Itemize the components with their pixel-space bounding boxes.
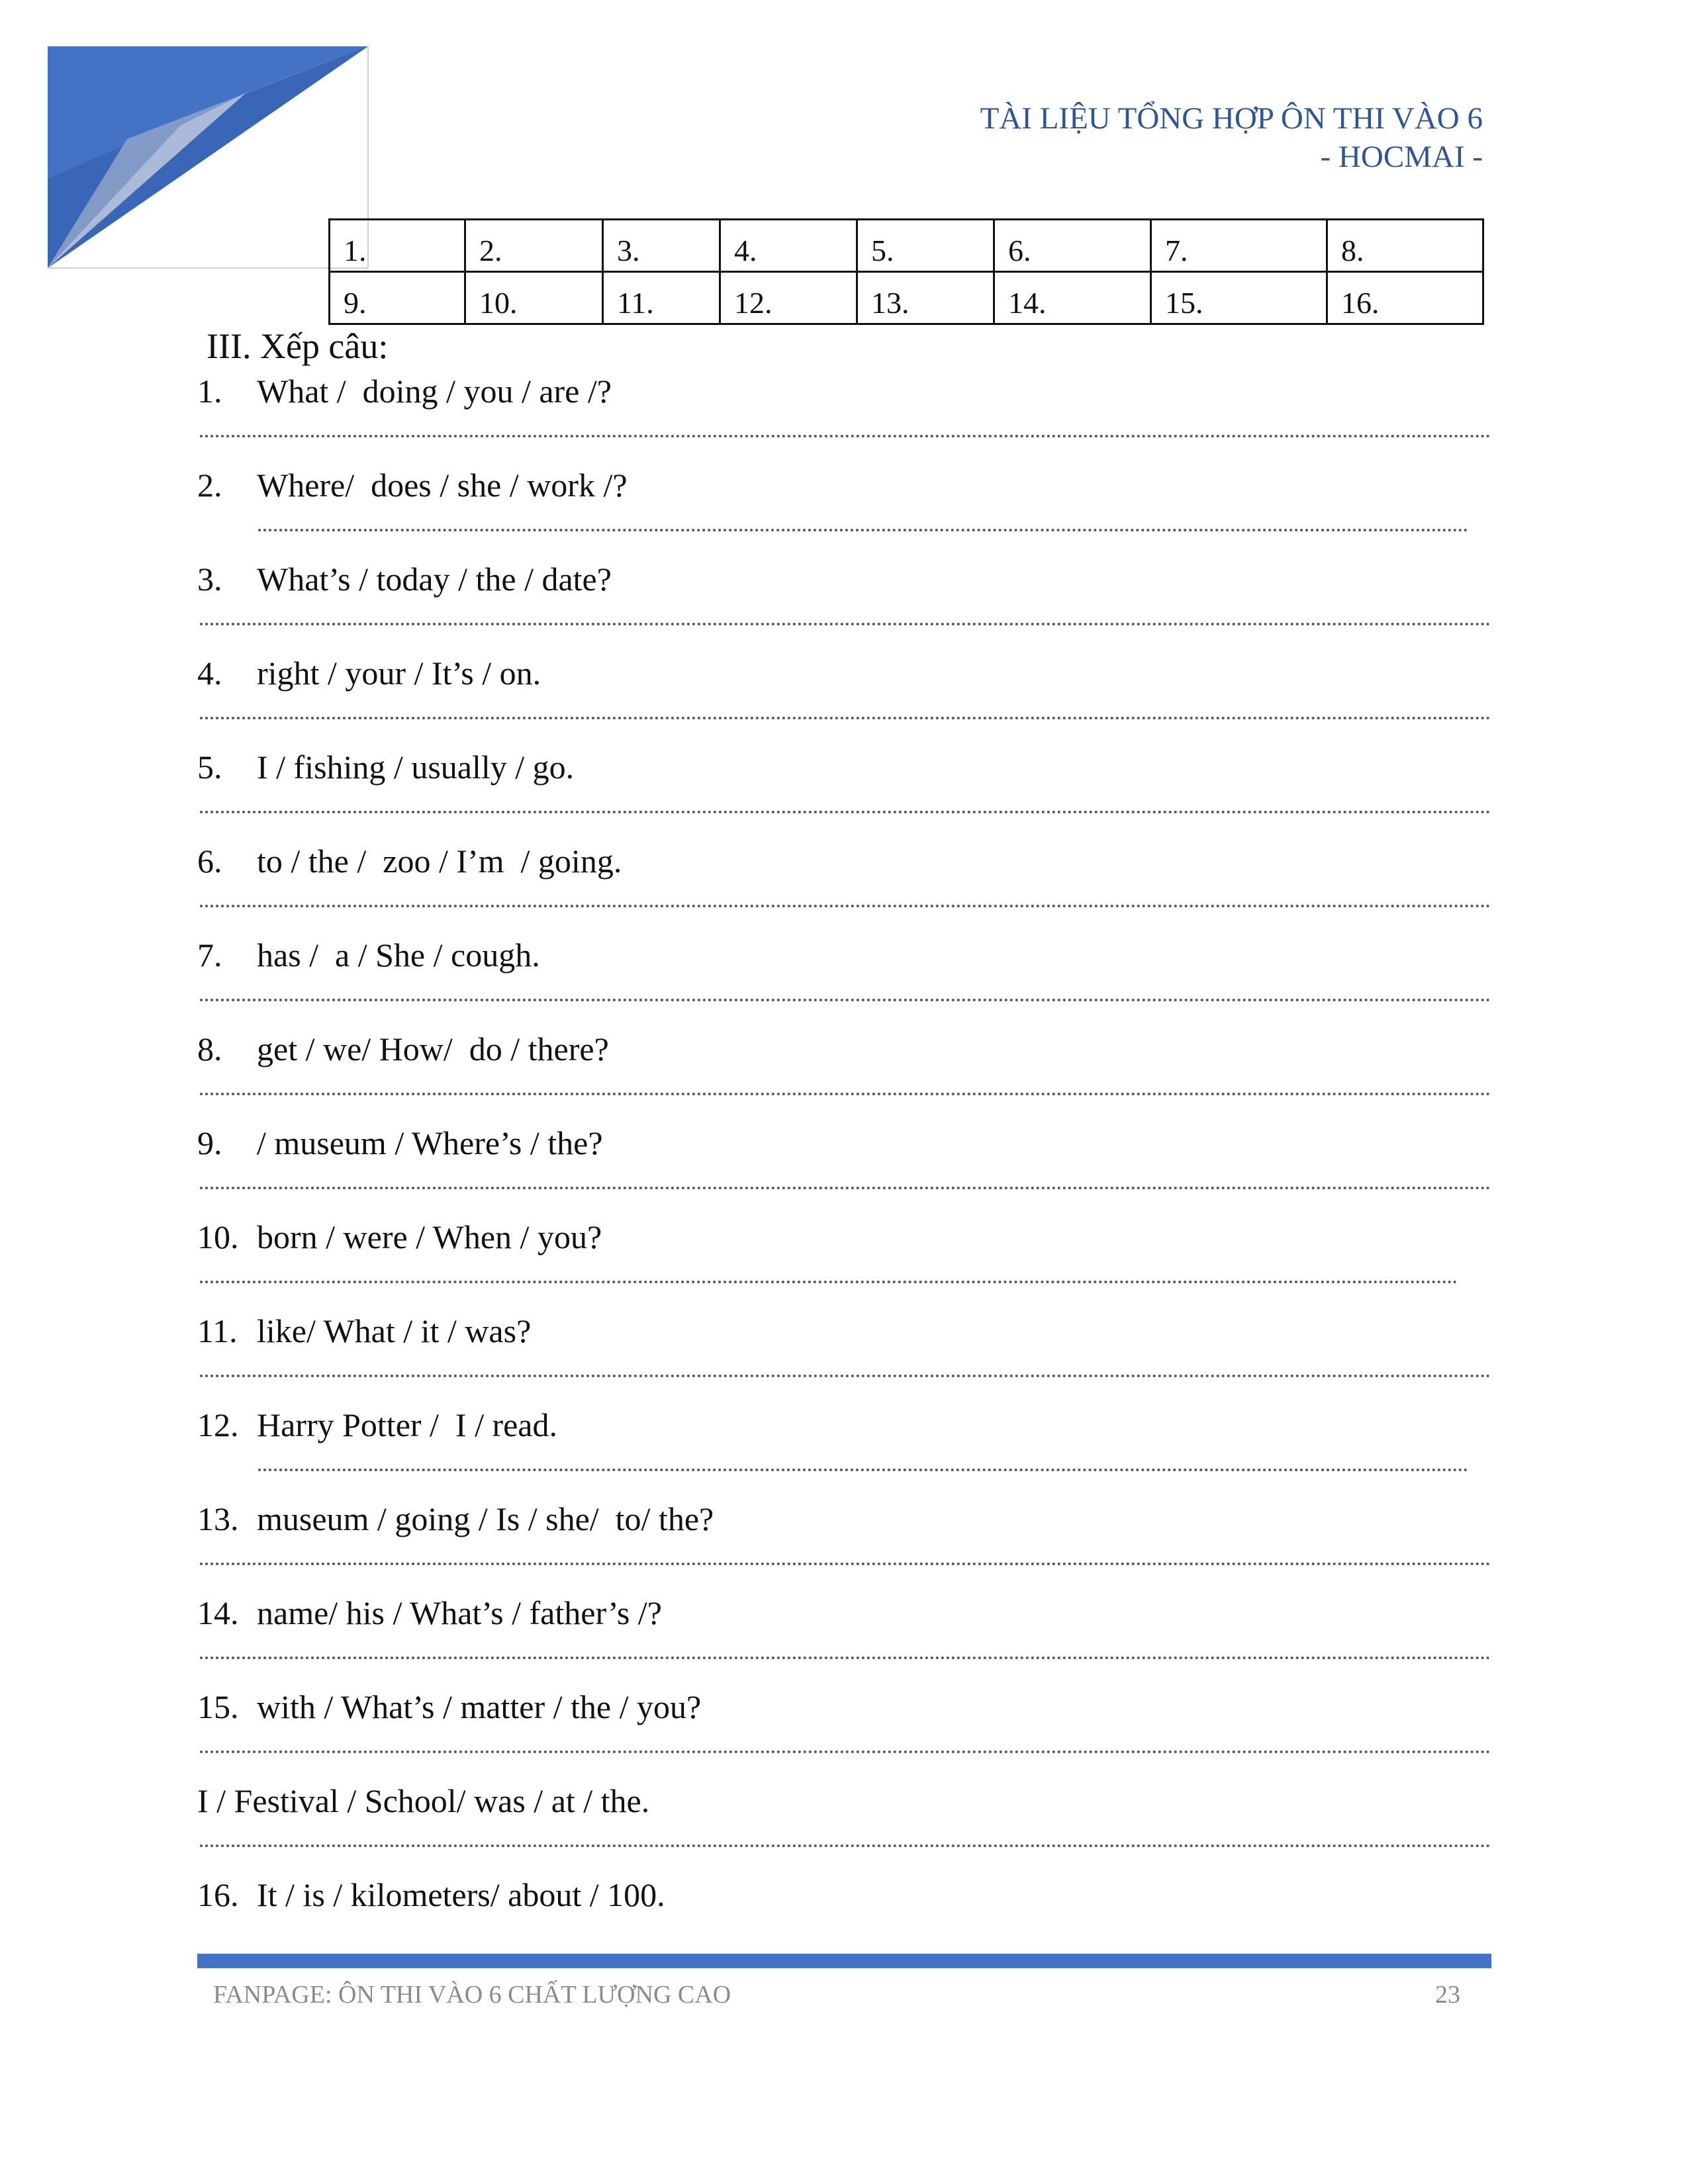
item-prompt: with / What’s / matter / the / you? <box>257 1688 702 1725</box>
list-item <box>197 1026 1495 1120</box>
answer-cell[interactable]: 9. <box>330 272 465 324</box>
item-number: 6. <box>197 842 222 880</box>
list-item <box>197 744 1495 838</box>
header-title-line1: TÀI LIỆU TỔNG HỢP ÔN THI VÀO 6 <box>980 101 1483 136</box>
item-prompt: get / we/ How/ do / there? <box>257 1030 609 1068</box>
footer-fanpage: FANPAGE: ÔN THI VÀO 6 CHẤT LƯỢNG CAO <box>213 1981 731 2009</box>
answer-line[interactable] <box>258 1463 1468 1471</box>
item-number: 7. <box>197 936 222 974</box>
answer-row-2 <box>330 272 1483 324</box>
list-item <box>197 368 1495 462</box>
item-number: 13. <box>197 1500 239 1537</box>
item-prompt: like/ What / it / was? <box>257 1312 532 1349</box>
header-title-line2: - HOCMAI - <box>1320 140 1483 174</box>
item-number: 1. <box>197 373 222 410</box>
item-number: 15. <box>197 1688 239 1725</box>
answer-line[interactable] <box>200 430 1491 437</box>
answer-cell[interactable]: 6. <box>994 220 1151 272</box>
item-number: 16. <box>197 1876 239 1913</box>
item-number: 12. <box>197 1406 239 1443</box>
answer-line[interactable] <box>200 1651 1491 1659</box>
answer-cell[interactable]: 7. <box>1151 220 1327 272</box>
answer-line[interactable] <box>200 805 1491 813</box>
answer-line[interactable] <box>200 1181 1491 1189</box>
item-prompt: I / fishing / usually / go. <box>257 749 575 786</box>
list-item <box>197 1778 1495 1872</box>
answer-cell[interactable]: 8. <box>1327 220 1483 272</box>
list-item <box>197 650 1495 744</box>
list-item <box>197 1590 1495 1684</box>
answer-line[interactable] <box>200 1839 1491 1847</box>
exercise-list <box>197 368 1495 1966</box>
item-prompt: / museum / Where’s / the? <box>257 1124 603 1161</box>
answer-cell[interactable]: 16. <box>1327 272 1483 324</box>
answer-line[interactable] <box>200 899 1491 907</box>
item-number: 3. <box>197 561 222 598</box>
item-prompt: What / doing / you / are /? <box>257 373 612 410</box>
page-number: 23 <box>1435 1981 1460 2009</box>
answer-cell[interactable]: 5. <box>857 220 994 272</box>
corner-decoration <box>48 46 372 271</box>
answer-line[interactable] <box>200 1087 1491 1095</box>
answer-cell[interactable]: 4. <box>720 220 857 272</box>
item-prompt: I / Festival / School/ was / at / the. <box>197 1782 650 1819</box>
answer-cell[interactable]: 3. <box>603 220 720 272</box>
list-item <box>197 1402 1495 1496</box>
answer-cell[interactable]: 1. <box>330 220 465 272</box>
answer-table <box>328 218 1484 325</box>
list-item <box>197 1684 1495 1778</box>
item-prompt: name/ his / What’s / father’s /? <box>257 1594 662 1631</box>
answer-line[interactable] <box>200 1369 1491 1377</box>
answer-cell[interactable]: 15. <box>1151 272 1327 324</box>
footer-divider <box>197 1954 1491 1968</box>
answer-line[interactable] <box>200 1745 1491 1753</box>
answer-line[interactable] <box>258 523 1468 531</box>
answer-cell[interactable]: 11. <box>603 272 720 324</box>
list-item <box>197 1872 1495 1966</box>
answer-cell[interactable]: 2. <box>465 220 603 272</box>
section-title: III. Xếp câu: <box>207 326 389 366</box>
list-item <box>197 1496 1495 1590</box>
item-number: 11. <box>197 1312 238 1349</box>
item-prompt: It / is / kilometers/ about / 100. <box>257 1876 665 1913</box>
answer-row-1 <box>330 220 1483 272</box>
header-title <box>980 99 1483 176</box>
item-number: 2. <box>197 467 222 504</box>
item-prompt: has / a / She / cough. <box>257 936 540 974</box>
item-prompt: museum / going / Is / she/ to/ the? <box>257 1500 714 1537</box>
list-item <box>197 556 1495 650</box>
item-number: 9. <box>197 1124 222 1161</box>
item-prompt: to / the / zoo / I’m / going. <box>257 842 622 880</box>
answer-line[interactable] <box>200 617 1491 625</box>
list-item <box>197 1308 1495 1402</box>
item-number: 10. <box>197 1218 239 1255</box>
item-prompt: Harry Potter / I / read. <box>257 1406 558 1443</box>
item-prompt: born / were / When / you? <box>257 1218 602 1255</box>
list-item <box>197 838 1495 932</box>
item-number: 14. <box>197 1594 239 1631</box>
list-item <box>197 462 1495 556</box>
list-item <box>197 1120 1495 1214</box>
list-item <box>197 932 1495 1026</box>
list-item <box>197 1214 1495 1308</box>
item-prompt: Where/ does / she / work /? <box>257 467 628 504</box>
item-number: 8. <box>197 1030 222 1068</box>
answer-cell[interactable]: 10. <box>465 272 603 324</box>
answer-line[interactable] <box>200 1557 1491 1565</box>
answer-line[interactable] <box>200 1275 1458 1283</box>
item-prompt: right / your / It’s / on. <box>257 655 541 692</box>
answer-line[interactable] <box>200 993 1491 1001</box>
answer-cell[interactable]: 14. <box>994 272 1151 324</box>
answer-cell[interactable]: 13. <box>857 272 994 324</box>
answer-line[interactable] <box>200 711 1491 719</box>
item-number: 5. <box>197 749 222 786</box>
item-prompt: What’s / today / the / date? <box>257 561 612 598</box>
answer-cell[interactable]: 12. <box>720 272 857 324</box>
item-number: 4. <box>197 655 222 692</box>
